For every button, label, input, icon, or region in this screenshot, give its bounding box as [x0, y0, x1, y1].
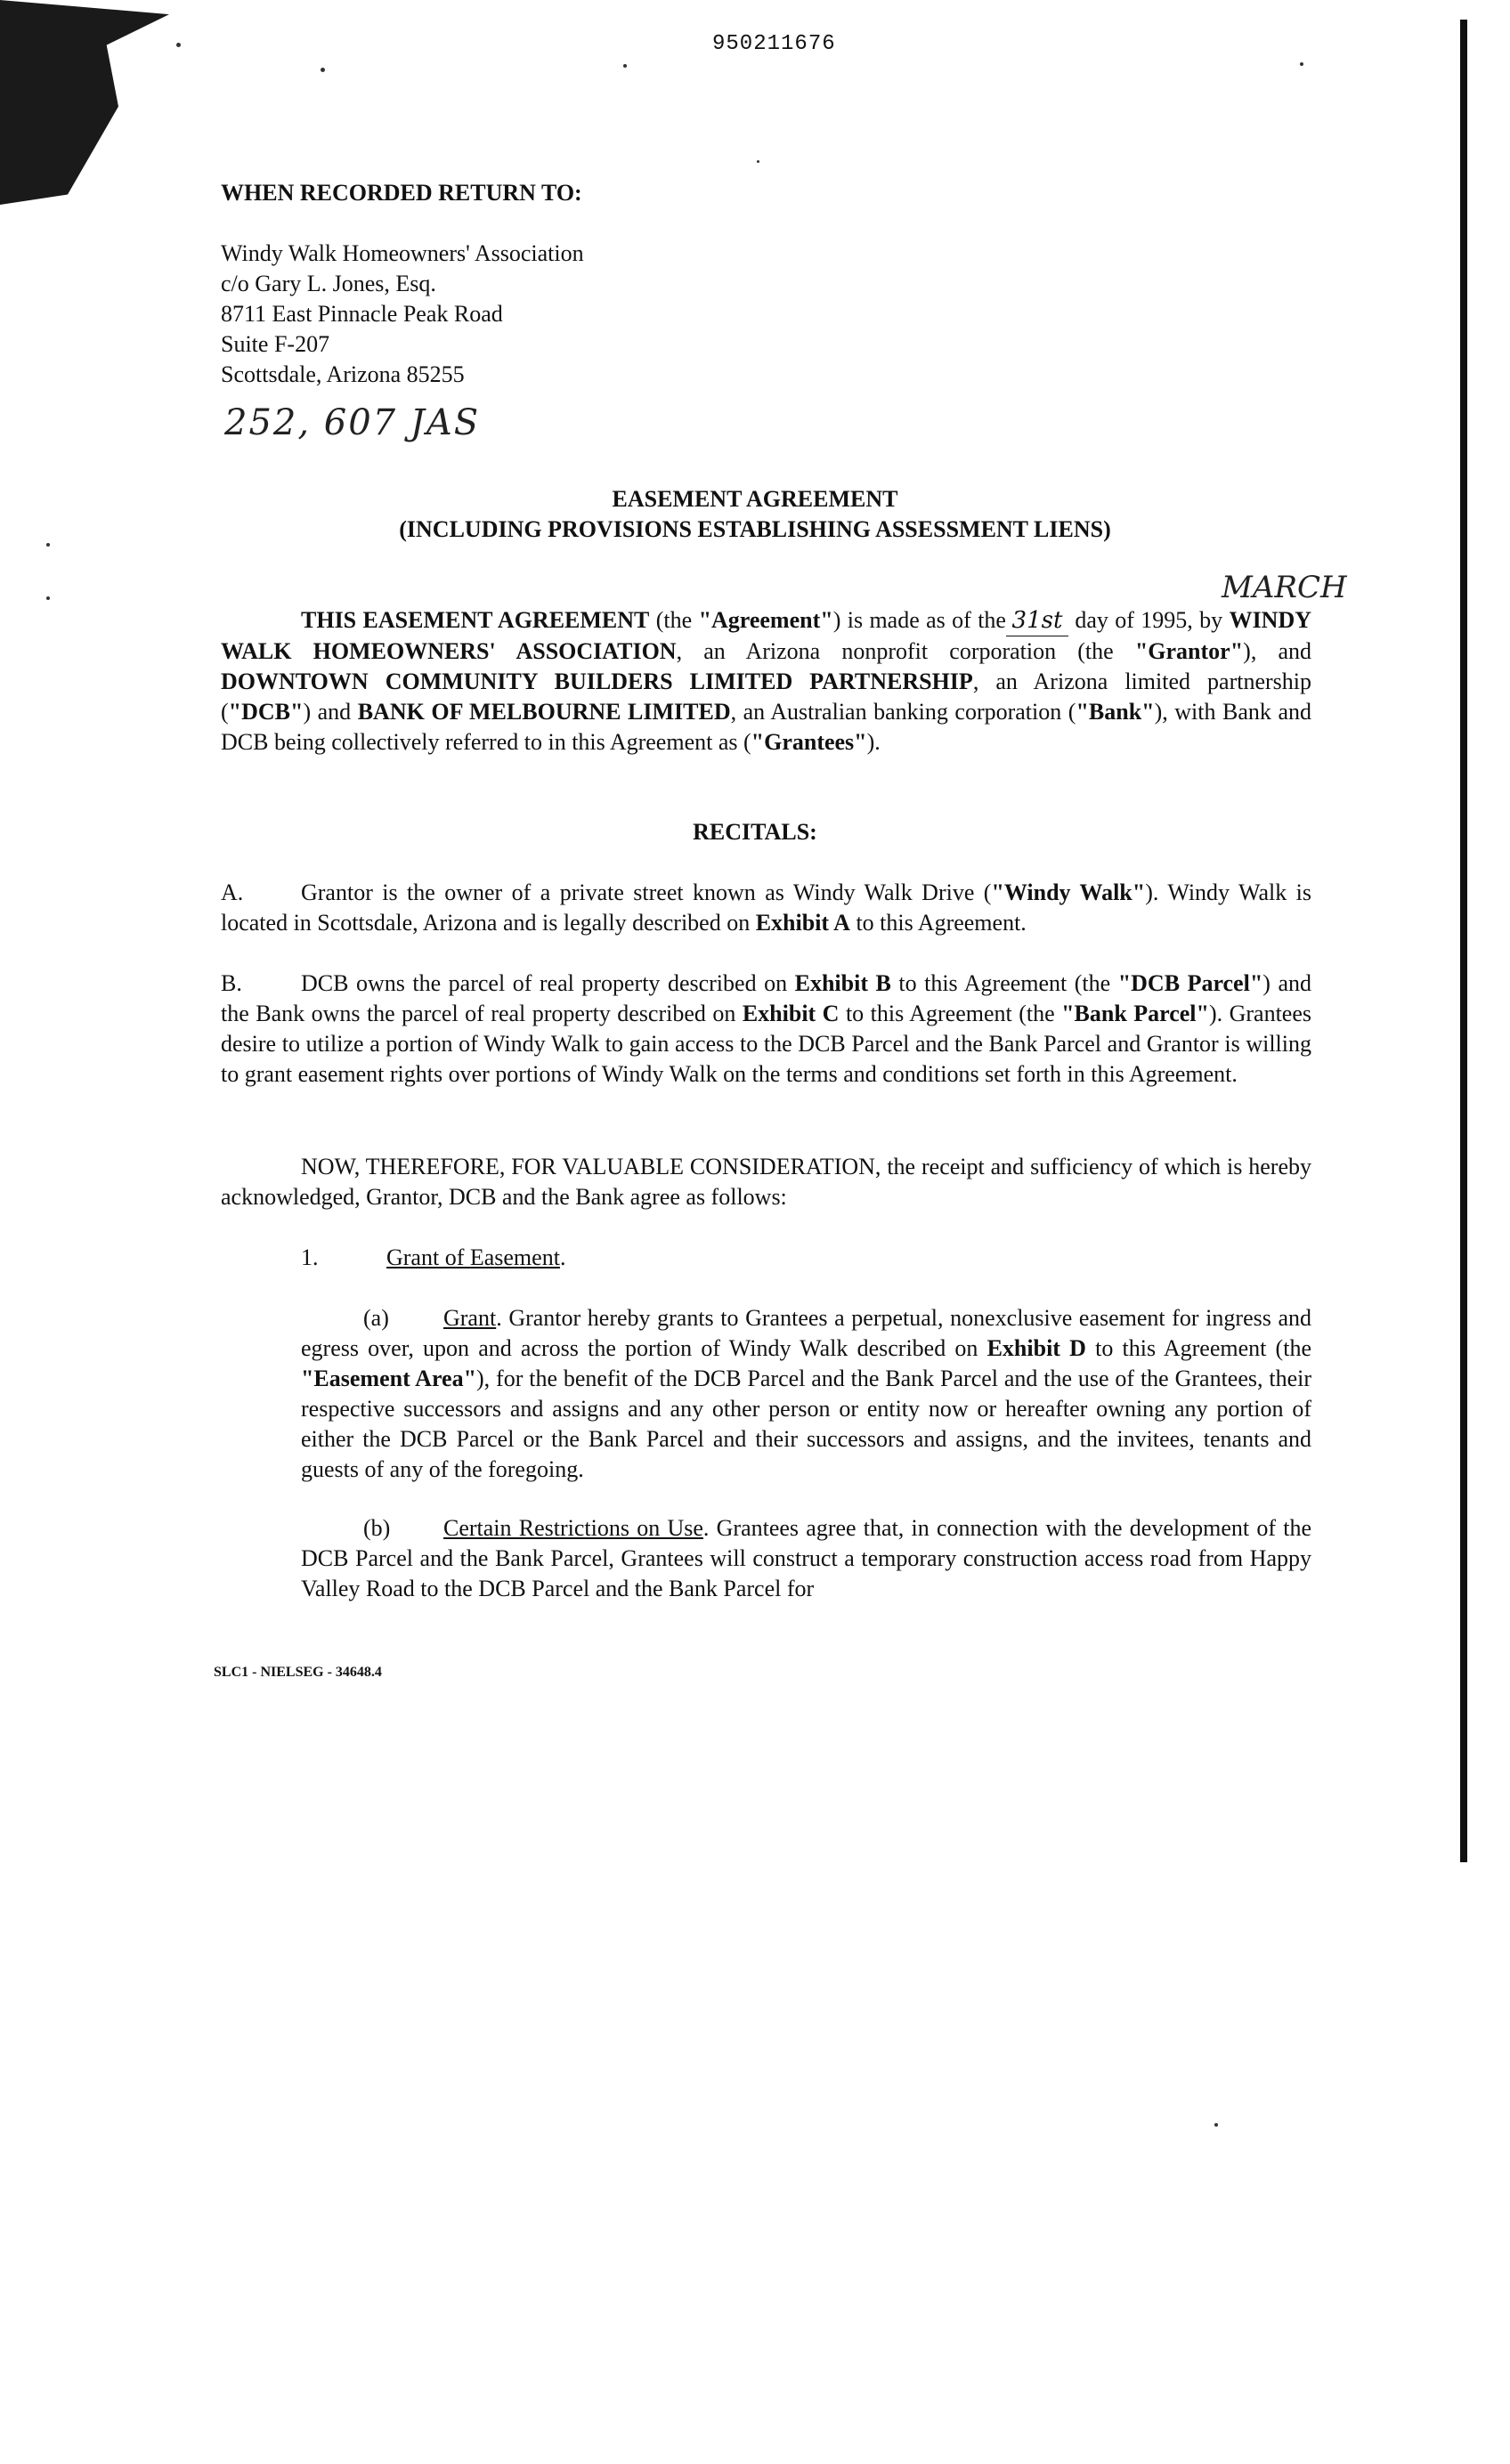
section-number: 1. [301, 1244, 319, 1270]
text: , an Australian banking corporation ( [730, 699, 1076, 725]
text: ). Grantees desire to utilize a portion of Windy Walk to gain access to the DCB Parcel and the Bank Parcel and Grantor is willing to grant easement rights over portions of Windy Walk on the terms and conditions set forth in this Agreement. [221, 1001, 1311, 1087]
handwritten-note: 252, 607 JAS [224, 402, 481, 443]
section-1-heading: 1. Grant of Easement. [301, 1243, 565, 1273]
text: ) is made as of the [832, 607, 1006, 633]
scan-speck [1214, 2123, 1218, 2127]
text: Grantor is the owner of a private street known as Windy Walk Drive ( [301, 879, 992, 905]
subsection-label: (a) [363, 1305, 389, 1331]
defined-term: "Grantees" [751, 729, 867, 755]
subsection-label: (b) [363, 1515, 391, 1541]
text: ). [866, 729, 881, 755]
section-1b [301, 1513, 1311, 1604]
party-name: WINDY WALK HOMEOWNERS' ASSOCIATION [221, 607, 1312, 664]
text: to this Agreement (the [839, 1001, 1062, 1026]
party-name: BANK OF MELBOURNE LIMITED [357, 699, 731, 725]
return-address-line: 8711 East Pinnacle Peak Road [221, 301, 503, 327]
exhibit-reference: Exhibit D [986, 1335, 1086, 1361]
footer-document-code: SLC1 - NIELSEG - 34648.4 [214, 1665, 382, 1680]
defined-term: "Bank" [1076, 699, 1155, 725]
party-name: DOWNTOWN COMMUNITY BUILDERS LIMITED PARTNERSHIP [221, 669, 973, 694]
exhibit-reference: Exhibit B [794, 970, 891, 996]
subsection-title: Grant [443, 1305, 497, 1331]
scan-corner-blot [0, 0, 169, 205]
text: , an Arizona limited partnership ( [221, 669, 1312, 725]
text: ) and the Bank owns the parcel of real property described on [221, 970, 1311, 1026]
text: DCB owns the parcel of real property described on [301, 970, 795, 996]
defined-term: "Agreement" [698, 607, 833, 633]
defined-term: "Grantor" [1134, 638, 1244, 664]
document-subtitle: (INCLUDING PROVISIONS ESTABLISHING ASSESSMENT LIENS) [399, 516, 1111, 542]
intro-paragraph [221, 605, 1311, 758]
document-title: EASEMENT AGREEMENT [612, 486, 898, 512]
scan-edge-bar [1460, 20, 1467, 1862]
return-to-block [221, 178, 584, 390]
exhibit-reference: Exhibit A [755, 910, 850, 936]
return-address-line: c/o Gary L. Jones, Esq. [221, 271, 436, 296]
text: to this Agreement (the [890, 970, 1118, 996]
recital-b [221, 969, 1311, 1090]
text: to this Agreement. [849, 910, 1027, 936]
text: NOW, THEREFORE, FOR VALUABLE CONSIDERATION, the receipt and sufficiency of which is hereby acknowledged, Grantor, DCB and the Bank agree as follows: [221, 1154, 1311, 1210]
text: ), with Bank and DCB being collectively referred to in this Agreement as ( [221, 699, 1311, 755]
scan-speck [46, 596, 50, 600]
subsection-title: Certain Restrictions on Use [443, 1515, 703, 1541]
return-address-line: Windy Walk Homeowners' Association [221, 240, 584, 266]
text: . Grantor hereby grants to Grantees a perpetual, nonexclusive easement for ingress and egress over, upon and across the portion of Windy Walk described on [301, 1305, 1311, 1361]
defined-term: "Easement Area" [301, 1366, 477, 1391]
exhibit-reference: Exhibit C [742, 1001, 840, 1026]
text: to this Agreement (the [1085, 1335, 1311, 1361]
document-number: 950211676 [712, 32, 836, 56]
section-1a [301, 1303, 1311, 1485]
text: ). Windy Walk is located in Scottsdale, Arizona and is legally described on [221, 879, 1311, 936]
text: (the [649, 607, 699, 633]
return-address-line: Suite F-207 [221, 331, 330, 357]
section-title: Grant of Easement [386, 1244, 560, 1270]
defined-term: "Windy Walk" [991, 879, 1146, 905]
text: day of 1995, by [1068, 607, 1230, 633]
defined-term: "DCB Parcel" [1117, 970, 1263, 996]
recital-a [221, 878, 1311, 938]
recital-b-label: B. [221, 970, 242, 996]
scan-speck [1300, 62, 1303, 66]
text: ), for the benefit of the DCB Parcel and the Bank Parcel and the use of the Grantees, their respective successors and assigns and any other person or entity now or hereafter owning any portion of either the DCB Parcel or the Bank Parcel and their successors and assigns, and the invitees, tenants and guests of any of the foregoing. [301, 1366, 1312, 1482]
scan-speck [757, 160, 759, 163]
handwritten-day: 31st [1006, 605, 1068, 636]
scan-speck [321, 68, 325, 72]
scan-speck [176, 43, 181, 47]
text: , an Arizona nonprofit corporation (the [676, 638, 1135, 664]
text: ) and [303, 699, 358, 725]
defined-term: "Bank Parcel" [1061, 1001, 1209, 1026]
recital-a-label: A. [221, 879, 244, 905]
agreement-name: THIS EASEMENT AGREEMENT [301, 607, 650, 633]
text: . Grantees agree that, in connection with the development of the DCB Parcel and the Bank Parcel, Grantees will construct a temporary construction access road from Happy Valley Road to the DCB Parcel and the Bank Parcel for [301, 1515, 1311, 1601]
text: ), and [1243, 638, 1312, 664]
now-therefore-paragraph [221, 1152, 1311, 1212]
recitals-heading: RECITALS: [693, 819, 817, 845]
scan-speck [623, 64, 627, 68]
return-to-label: WHEN RECORDED RETURN TO: [221, 180, 582, 206]
handwritten-month: MARCH [1222, 570, 1347, 605]
return-address-line: Scottsdale, Arizona 85255 [221, 361, 465, 387]
defined-term: "DCB" [228, 699, 304, 725]
